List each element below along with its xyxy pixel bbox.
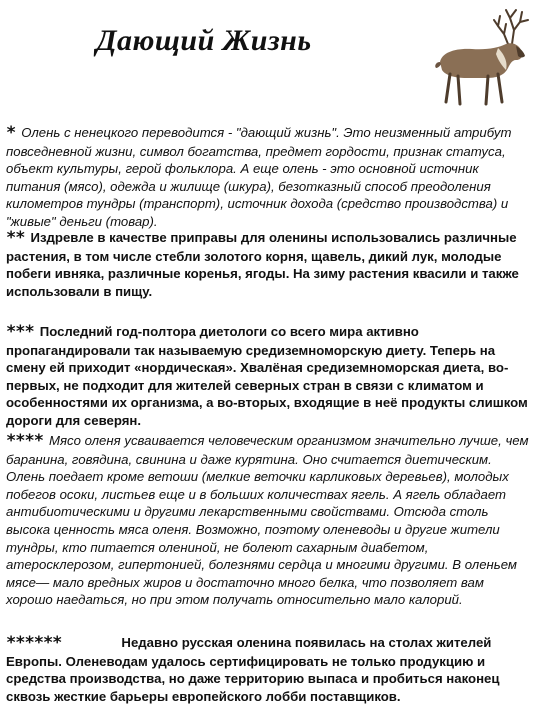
paragraph-4 [6,432,532,609]
footnote-marker: * [6,123,16,143]
page-title: Дающий Жизнь [96,24,312,57]
footnote-marker: **** [6,431,43,451]
paragraph-text: Олень с ненецкого переводится - "дающий жизнь". Это неизменный атрибут повседневной жизни, символ богатства, предмет гордости, признак статуса, объект культуры, герой фольклора. А еще олень - это основной источник питания (мясо), одежда и жилище (шкура), безотказный способ преодоления километров тундры (транспорт), источник дохода (средство производства) и "живые" деньги (товар). [6,125,512,229]
paragraph-text: Мясо оленя усваивается человеческим организмом значительно лучше, чем баранина, говядина, свинина и даже курятина. Оно считается диетическим. Олень поедает кроме ветоши (мелкие веточки карликовых деревьев), молодых побегов осоки, листьев еще и в больших количествах ягель. А ягель обладает антибиотическими и другими лекарственными свойствами. Отсюда столь высока ценность мяса оленя. Возможно, поэтому оленеводы и другие жители тундры, кто питается олениной, не болеют сахарным диабетом, атеросклерозом, гипертонией, болезнями сердца и многими другими. В оленьем мясе— мало вредных жиров и достаточно много белка, что позволяет вам хорошо наедаться, но при этом получать относительно мало калорий. [6,433,529,608]
footnote-marker: *** [6,322,34,342]
footnote-marker: ** [6,228,25,248]
paragraph-1 [6,124,532,231]
footnote-marker: ****** [6,633,62,653]
paragraph-text: Последний год-полтора диетологи со всего мира активно пропагандировали так называемую средиземноморскую диету. Теперь на смену ей приходит «нордическая». Хвалёная средиземноморская диета, во-первых, не подходит для жителей северных стран в связи с климатом и особенностями их организма, а во-вторых, входящие в неё продукты слишком дороги для северян. [6,324,528,428]
paragraph-5 [6,634,532,705]
paragraph-text: Недавно русская оленина появилась на столах жителей Европы. Оленеводам удалось сертифицировать не только продукцию и средства производства, но даже территорию выпаса и пробиться наконец сквозь жесткие барьеры европейского лобби поставщиков. [6,635,500,704]
reindeer-icon [426,4,536,114]
paragraph-text: Издревле в качестве приправы для оленины использовались различные растения, в том числе стебли золотого корня, щавель, дикий лук, молодые побеги ивняка, различные коренья, ягоды. На зиму растения квасили и также использовали в пищу. [6,230,519,299]
paragraph-2 [6,229,532,300]
paragraph-3 [6,323,532,430]
